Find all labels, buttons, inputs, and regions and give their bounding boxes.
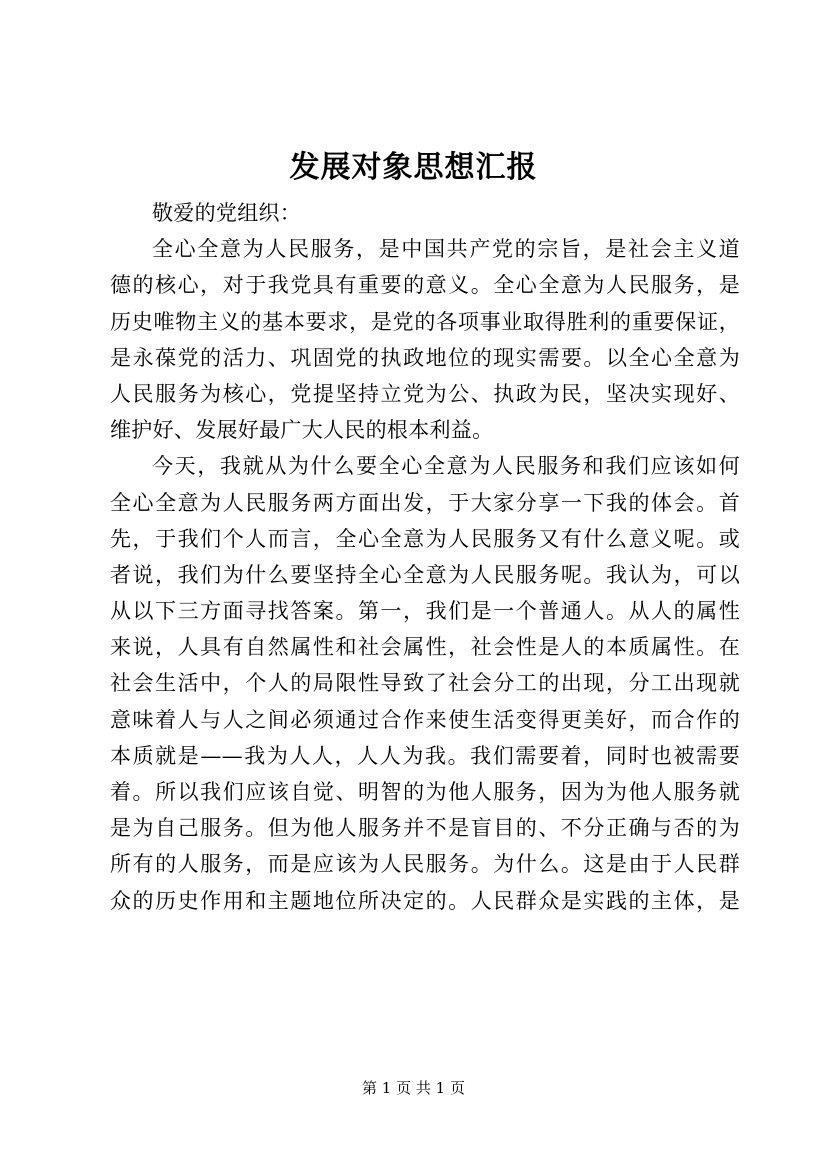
paragraph-line: 来说，人具有自然属性和社会属性，社会性是人的本质属性。在	[110, 635, 740, 660]
paragraph-line: 德的核心，对于我党具有重要的意义。全心全意为人民服务，是	[110, 273, 740, 298]
paragraph-line: 所有的人服务，而是应该为人民服务。为什么。这是由于人民群	[110, 852, 740, 877]
paragraph-line: 是为自己服务。但为他人服务并不是盲目的、不分正确与否的为	[110, 816, 740, 841]
paragraph-line: 者说，我们为什么要坚持全心全意为人民服务呢。我认为，可以	[110, 562, 740, 587]
paragraph-line: 本质就是——我为人人，人人为我。我们需要着，同时也被需要	[110, 743, 740, 768]
paragraph-line: 意味着人与人之间必须通过合作来使生活变得更美好，而合作的	[110, 707, 740, 732]
paragraph-line: 全心全意为人民服务，是中国共产党的宗旨，是社会主义道	[152, 237, 740, 262]
paragraph-line: 众的历史作用和主题地位所决定的。人民群众是实践的主体，是	[110, 888, 740, 913]
paragraph-line: 全心全意为人民服务两方面出发，于大家分享一下我的体会。首	[110, 490, 740, 515]
page-footer: 第 1 页 共 1 页	[362, 1079, 465, 1097]
paragraph-line: 先，于我们个人而言，全心全意为人民服务又有什么意义呢。或	[110, 526, 740, 551]
document-title: 发展对象思想汇报	[289, 150, 538, 185]
paragraph-line: 历史唯物主义的基本要求，是党的各项事业取得胜利的重要保证，	[110, 309, 740, 334]
paragraph-line: 从以下三方面寻找答案。第一，我们是一个普通人。从人的属性	[110, 599, 740, 624]
paragraph-line: 人民服务为核心，党提坚持立党为公、执政为民，坚决实现好、	[110, 381, 740, 406]
document-body	[110, 195, 740, 919]
paragraph-line: 社会生活中，个人的局限性导致了社会分工的出现，分工出现就	[110, 671, 740, 696]
salutation: 敬爱的党组织：	[152, 201, 302, 225]
paragraph-line: 着。所以我们应该自觉、明智的为他人服务，因为为他人服务就	[110, 780, 740, 804]
paragraph-line: 今天，我就从为什么要全心全意为人民服务和我们应该如何	[152, 454, 740, 479]
paragraph-line: 是永葆党的活力、巩固党的执政地位的现实需要。以全心全意为	[110, 345, 740, 370]
paragraph-line: 维护好、发展好最广大人民的根本利益。	[110, 418, 494, 443]
